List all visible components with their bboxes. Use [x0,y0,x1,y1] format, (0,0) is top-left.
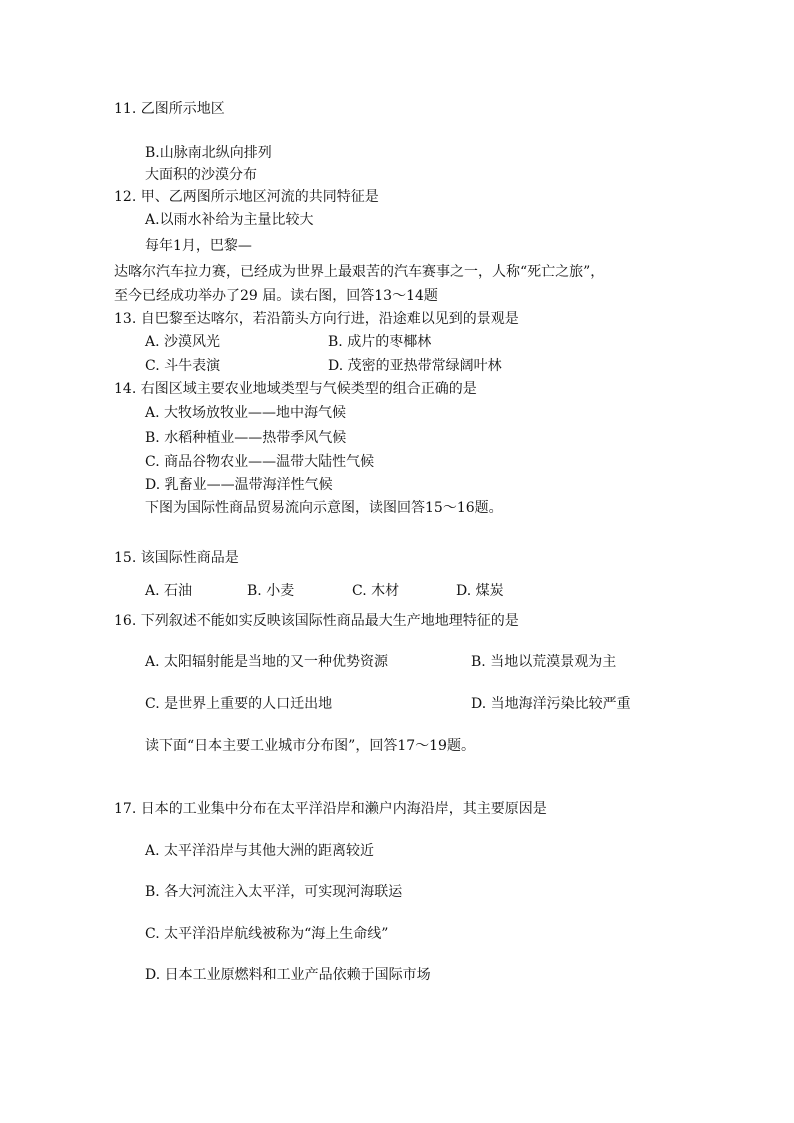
intro-13-14-line3: 至今已经成功举办了29 届。读右图，回答13～14题 [114,288,438,304]
question-15-option-a: A. 石油 [145,583,193,599]
question-14-option-c: C. 商品谷物农业——温带大陆性气候 [145,454,375,470]
question-14-stem: 14. 右图区域主要农业地域类型与气候类型的组合正确的是 [114,381,477,397]
question-12-option-a: A.以雨水补给为主量比较大 [145,212,314,228]
question-17-option-c: C. 太平洋沿岸航线被称为“海上生命线” [145,926,389,942]
question-12-stem: 12. 甲、乙两图所示地区河流的共同特征是 [114,189,379,205]
question-15-option-d: D. 煤炭 [456,583,504,599]
question-15-stem: 15. 该国际性商品是 [114,550,239,566]
question-17-stem: 17. 日本的工业集中分布在太平洋沿岸和濑户内海沿岸，其主要原因是 [114,801,547,817]
intro-17-19: 读下面“日本主要工业城市分布图”，回答17～19题。 [145,738,475,754]
question-11-option-b: B.山脉南北纵向排列 [145,145,272,161]
question-16-option-a: A. 太阳辐射能是当地的又一种优势资源 [145,654,389,670]
intro-13-14-line2: 达喀尔汽车拉力赛，已经成为世界上最艰苦的汽车赛事之一，人称“死亡之旅”， [114,264,605,280]
question-16-option-b: B. 当地以荒漠景观为主 [471,654,617,670]
intro-15-16: 下图为国际性商品贸易流向示意图，读图回答15～16题。 [145,500,503,516]
question-17-option-d: D. 日本工业原燃料和工业产品依赖于国际市场 [145,967,431,983]
question-13-option-d: D. 茂密的亚热带常绿阔叶林 [328,358,502,374]
question-13-option-a: A. 沙漠风光 [145,334,221,350]
question-16-option-d: D. 当地海洋污染比较严重 [471,696,631,712]
question-17-option-a: A. 太平洋沿岸与其他大洲的距离较近 [145,843,375,859]
question-16-option-c: C. 是世界上重要的人口迁出地 [145,696,333,712]
question-15-option-b: B. 小麦 [247,583,295,599]
intro-13-14-line1: 每年1月，巴黎— [145,238,252,254]
question-11-option-extra: 大面积的沙漠分布 [145,167,257,183]
question-15-option-c: C. 木材 [352,583,400,599]
question-16-stem: 16. 下列叙述不能如实反映该国际性商品最大生产地地理特征的是 [114,613,519,629]
question-14-option-b: B. 水稻种植业——热带季风气候 [145,430,347,446]
question-13-stem: 13. 自巴黎至达喀尔，若沿箭头方向行进，沿途难以见到的景观是 [114,311,519,327]
question-17-option-b: B. 各大河流注入太平洋，可实现河海联运 [145,884,403,900]
question-13-option-b: B. 成片的枣椰林 [328,334,432,350]
question-14-option-a: A. 大牧场放牧业——地中海气候 [145,405,347,421]
question-13-option-c: C. 斗牛表演 [145,358,221,374]
question-11-stem: 11. 乙图所示地区 [114,101,225,117]
question-14-option-d: D. 乳畜业——温带海洋性气候 [145,477,333,493]
